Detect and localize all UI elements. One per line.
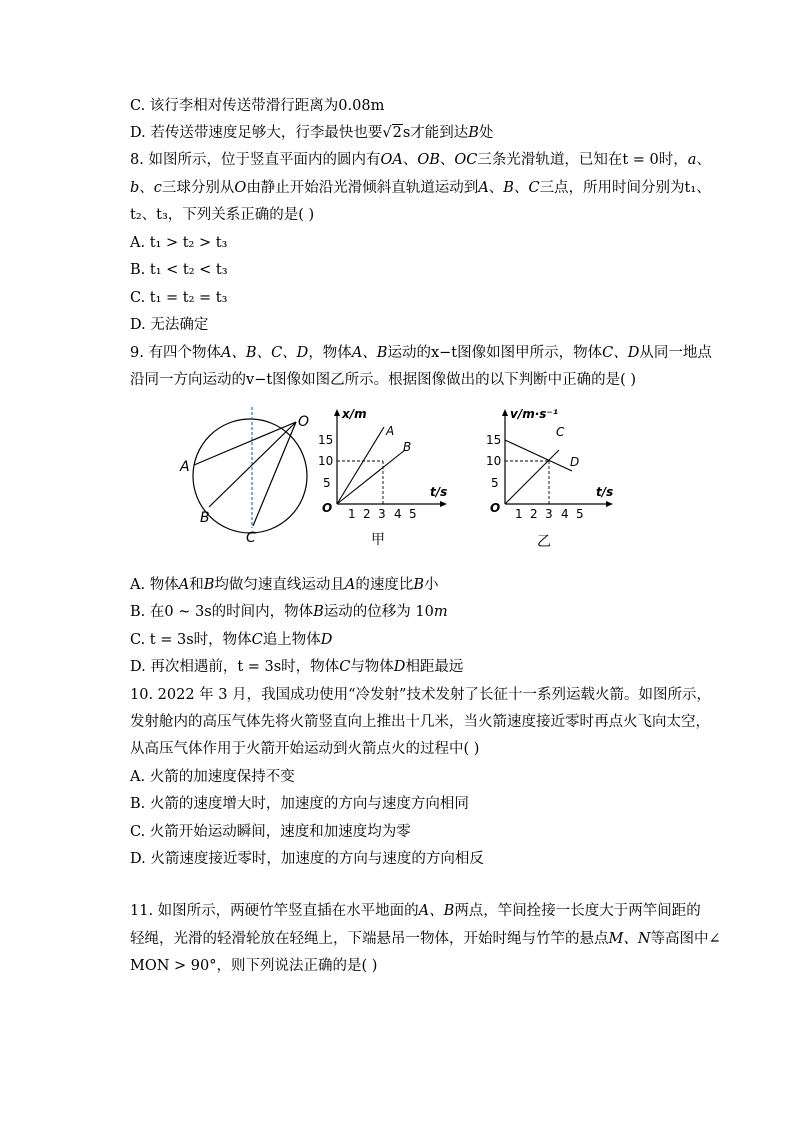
- yi-xlabel: t/s: [596, 485, 614, 499]
- jia-xtick-5: 5: [409, 507, 417, 521]
- jia-xlabel: t/s: [430, 485, 448, 499]
- yi-caption: 乙: [537, 534, 551, 550]
- figures: [0, 398, 794, 573]
- q11-stem-line2: 轻绳，光滑的轻滑轮放在轻绳上，下端悬吊一物体，开始时绳与竹竿的悬点M、N等高图中∠: [130, 931, 721, 947]
- jia-ytick-15: 15: [318, 433, 334, 447]
- q8-stem-line3: t₂、t₃，下列关系正确的是( ): [130, 207, 315, 223]
- yi-y-arrow: [502, 409, 508, 416]
- yi-xtick-3: 3: [545, 507, 553, 521]
- yi-label-c: C: [556, 425, 565, 439]
- jia-ytick-10: 10: [318, 454, 334, 468]
- yi-xtick-4: 4: [561, 507, 569, 521]
- q8-option-a: A. t₁ > t₂ > t₃: [130, 235, 228, 251]
- jia-xtick-4: 4: [394, 507, 402, 521]
- jia-line-b: [337, 450, 405, 504]
- yi-xtick-1: 1: [515, 507, 523, 521]
- yi-xtick-2: 2: [530, 507, 538, 521]
- q9-option-a: A. 物体A和B均做匀速直线运动且A的速度比B小: [130, 577, 439, 593]
- q9-option-c: C. t = 3s时，物体C追上物体D: [130, 632, 333, 648]
- label-a: A: [180, 459, 190, 475]
- jia-xtick-2: 2: [363, 507, 371, 521]
- yi-line-d: [505, 440, 572, 471]
- q10-stem-line3: 从高压气体作用于火箭开始运动到火箭点火的过程中( ): [130, 741, 480, 757]
- yi-ytick-15: 15: [486, 433, 502, 447]
- q9-option-d: D. 再次相遇前，t = 3s时，物体C与物体D相距最远: [130, 659, 464, 675]
- q11-stem-line1: 11. 如图所示，两硬竹竿竖直插在水平地面的A、B两点，竿间拴接一长度大于两竿间距的: [130, 903, 701, 919]
- jia-xtick-1: 1: [348, 507, 356, 521]
- q8-stem-line2: b、c三球分别从O由静止开始沿光滑倾斜直轨道运动到A、B、C三点，所用时间分别为t₁、: [130, 180, 711, 196]
- q9-stem-line1: 9. 有四个物体A、B、C、D，物体A、B运动的x−t图像如图甲所示，物体C、D从同一地点: [130, 345, 712, 361]
- label-c: C: [246, 530, 256, 546]
- chart-jia: [318, 407, 447, 548]
- q7-option-c: C. 该行李相对传送带滑行距离为0.08m: [130, 98, 385, 114]
- q8-option-c: C. t₁ = t₂ = t₃: [130, 290, 228, 306]
- jia-ylabel: x/m: [342, 407, 367, 421]
- chart-yi: [486, 407, 613, 550]
- yi-ytick-10: 10: [486, 454, 502, 468]
- q7-option-d: D. 若传送带速度足够大，行李最快也要√2s才能到达B处: [130, 125, 494, 141]
- q10-option-c: C. 火箭开始运动瞬间，速度和加速度均为零: [130, 824, 411, 840]
- jia-xtick-3: 3: [378, 507, 386, 521]
- q8-stem-line1: 8. 如图所示，位于竖直平面内的圆内有OA、OB、OC三条光滑轨道，已知在t = 0时，a、: [130, 152, 711, 168]
- yi-ylabel: v/m·s⁻¹: [510, 407, 558, 421]
- jia-label-b: B: [403, 440, 412, 454]
- yi-x-arrow: [606, 501, 613, 507]
- yi-label-d: D: [570, 455, 580, 469]
- q8-option-d: D. 无法确定: [130, 317, 209, 333]
- jia-origin: O: [322, 501, 333, 515]
- label-b: B: [200, 510, 210, 526]
- yi-xtick-5: 5: [576, 507, 584, 521]
- jia-line-a: [337, 427, 384, 504]
- q9-stem-line2: 沿同一方向运动的v−t图像如图乙所示。根据图像做出的以下判断中正确的是( ): [130, 372, 637, 388]
- q10-option-b: B. 火箭的速度增大时，加速度的方向与速度方向相同: [130, 796, 469, 812]
- jia-caption: 甲: [371, 532, 385, 548]
- sqrt-symbol: √2: [382, 125, 402, 141]
- q10-option-d: D. 火箭速度接近零时，加速度的方向与速度的方向相反: [130, 851, 484, 867]
- q11-stem-line3: MON > 90°，则下列说法正确的是( ): [130, 958, 378, 974]
- q10-stem-line2: 发射舱内的高压气体先将火箭竖直向上推出十几米，当火箭速度接近零时再点火飞向太空，: [130, 714, 710, 730]
- label-o: O: [298, 414, 310, 430]
- jia-y-arrow: [334, 409, 340, 416]
- circle-figure: [193, 407, 310, 533]
- yi-origin: O: [490, 501, 501, 515]
- q8-option-b: B. t₁ < t₂ < t₃: [130, 262, 228, 278]
- q10-stem-line1: 10. 2022 年 3 月，我国成功使用“冷发射”技术发射了长征十一系列运载火箭。如图所示，: [130, 687, 711, 703]
- q10-option-a: A. 火箭的加速度保持不变: [130, 769, 295, 785]
- jia-label-a: A: [386, 424, 395, 438]
- jia-x-arrow: [440, 501, 447, 507]
- yi-ytick-5: 5: [491, 476, 499, 490]
- yi-line-c: [505, 450, 559, 504]
- q9-option-b: B. 在0 ~ 3s的时间内，物体B运动的位移为 10m: [130, 604, 448, 620]
- jia-ytick-5: 5: [323, 476, 331, 490]
